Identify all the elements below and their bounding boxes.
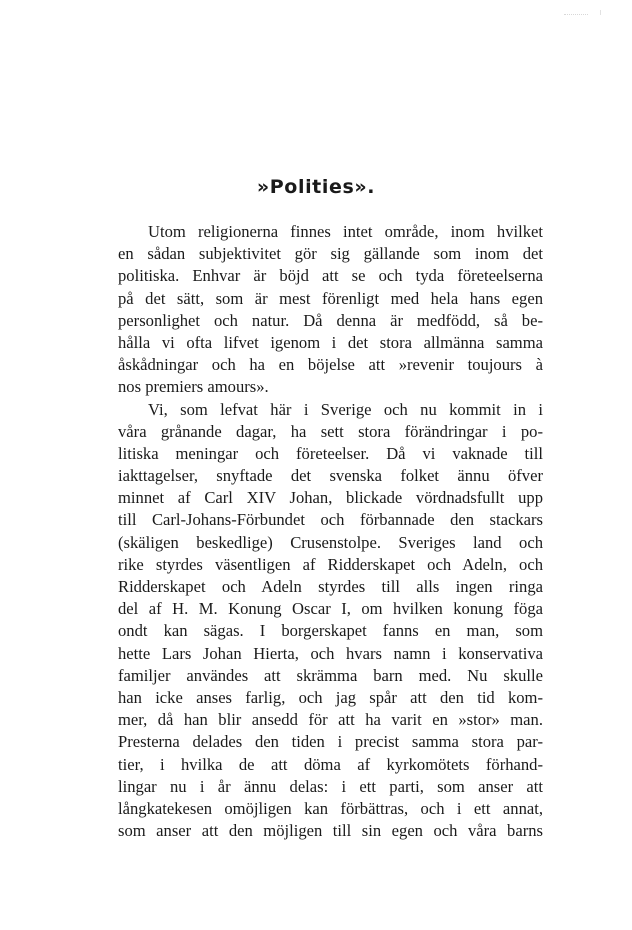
text-line: rike styrdes väsentligen af Ridderskapet och Adeln, och bbox=[118, 554, 543, 574]
text-line: Vi, som lefvat här i Sverige och nu kommit in i bbox=[148, 399, 543, 419]
text-line: hålla vi ofta lifvet igenom i det stora allmänna samma bbox=[118, 332, 543, 352]
chapter-title: »Polities». bbox=[256, 176, 376, 198]
text-line: del af H. M. Konung Oscar I, om hvilken konung föga bbox=[118, 599, 543, 619]
text-line: hette Lars Johan Hierta, och hvars namn i konservativa bbox=[118, 643, 543, 663]
text-line: Utom religionerna finnes intet område, inom hvilket bbox=[148, 222, 543, 241]
text-line: Ridderskapet och Adeln styrdes till alls ingen ringa bbox=[118, 577, 543, 596]
text-line: litiska meningar och företeelser. Då vi vaknade till bbox=[118, 443, 543, 463]
text-line: lingar nu i år ännu delas: i ett parti, som anser att bbox=[118, 776, 543, 796]
text-line: minnet af Carl XIV Johan, blickade vördnadsfullt upp bbox=[118, 488, 543, 508]
text-line: familjer användes att skrämma barn med. Nu skulle bbox=[118, 665, 543, 685]
text-line: iakttagelser, snyftade det svenska folket ännu öfver bbox=[118, 466, 543, 486]
text-line: nos premiers amours». bbox=[118, 377, 269, 397]
text-line: till Carl-Johans-Förbundet och förbannade den stackars bbox=[118, 510, 543, 530]
text-line: (skäligen beskedlige) Crusenstolpe. Sveriges land och bbox=[118, 532, 543, 552]
text-line: långkatekesen omöjligen kan förbättras, och i ett annat, bbox=[118, 798, 543, 818]
text-line: mer, då han blir ansedd för att ha varit en »stor» man. bbox=[118, 710, 543, 730]
text-line: åskådningar och ha en böjelse att »revenir toujours à bbox=[118, 355, 543, 375]
body-text bbox=[118, 221, 543, 842]
text-line: personlighet och natur. Då denna är medfödd, så be- bbox=[118, 310, 543, 330]
scan-mark bbox=[600, 10, 601, 15]
text-line: Presterna delades den tiden i precist samma stora par- bbox=[118, 732, 543, 752]
scan-mark bbox=[564, 14, 588, 16]
text-line: på det sätt, som är mest förenligt med hela hans egen bbox=[118, 288, 543, 308]
text-line: våra grånande dagar, ha sett stora förändringar i po- bbox=[118, 421, 543, 441]
text-line: politiska. Enhvar är böjd att se och tyda företeelserna bbox=[118, 266, 543, 286]
text-line: tier, i hvilka de att döma af kyrkomötets förhand- bbox=[118, 754, 543, 774]
text-line: ondt kan sägas. I borgerskapet fanns en man, som bbox=[118, 621, 543, 641]
text-line: han icke anses farlig, och jag spår att den tid kom- bbox=[118, 687, 543, 707]
text-line: en sådan subjektivitet gör sig gällande som inom det bbox=[118, 244, 543, 264]
text-line: som anser att den möjligen till sin egen och våra barns bbox=[118, 821, 543, 841]
